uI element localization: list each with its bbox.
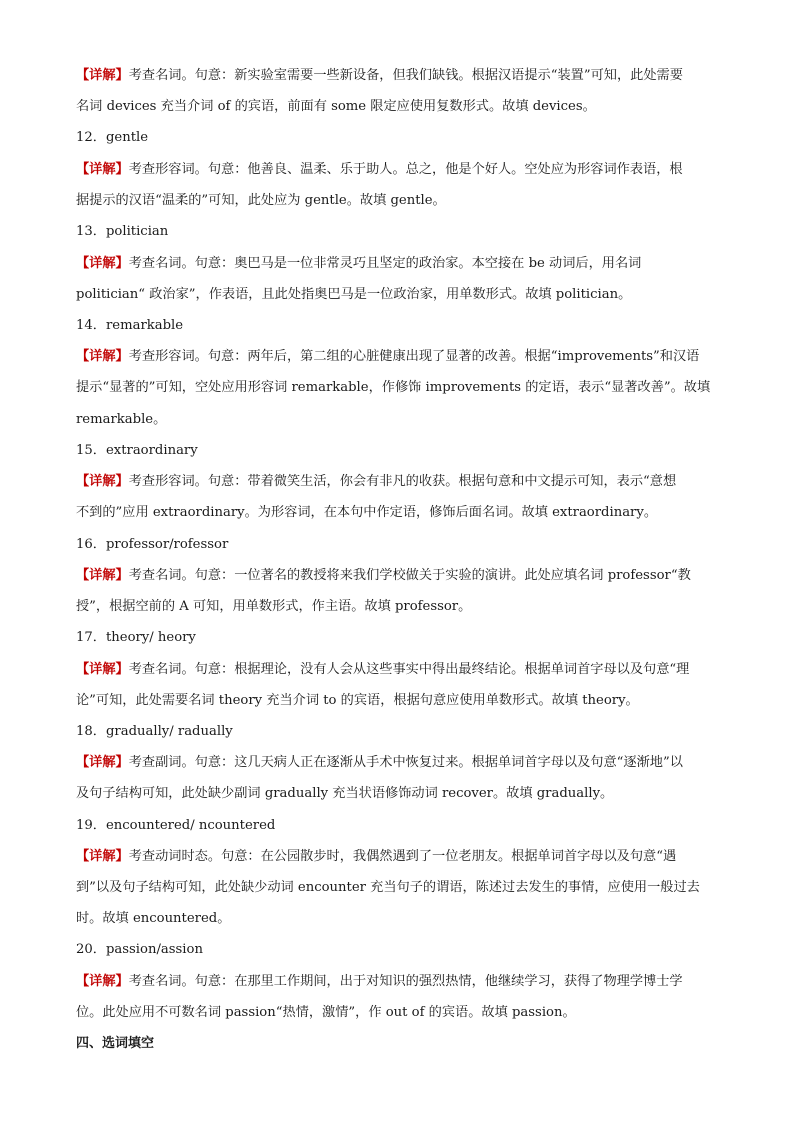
answer-line-20: 20．passion/assion xyxy=(76,942,203,957)
detail-tag: 【详解】 xyxy=(76,974,129,989)
explanation-line: 时。故填 encountered。 xyxy=(76,911,231,926)
detail-tag: 【详解】 xyxy=(76,256,129,271)
explanation-line: 论”可知，此处需要名词 theory 充当介词 to 的宾语，根据句意应使用单数形式。故填 theory。 xyxy=(76,693,639,708)
explanation-line: 到”以及句子结构可知，此处缺少动词 encounter 充当句子的谓语，陈述过去发生的事情，应使用一般过去 xyxy=(76,880,700,895)
detail-tag: 【详解】 xyxy=(76,755,129,770)
explanation-line: 【详解】考查名词。句意：一位著名的教授将来我们学校做关于实验的演讲。此处应填名词 professor“教 xyxy=(76,568,691,583)
explanation-line: 【详解】考查形容词。句意：两年后，第二组的心脏健康出现了显著的改善。根据“improvements”和汉语 xyxy=(76,349,700,364)
answer-line-15: 15．extraordinary xyxy=(76,443,198,458)
section-heading: 四、选词填空 xyxy=(76,1036,155,1051)
answer-line-16: 16．professor/rofessor xyxy=(76,537,229,552)
explanation-line: 提示“显著的”可知，空处应用形容词 remarkable，作修饰 improvements 的定语，表示“显著改善”。故填 xyxy=(76,380,711,395)
detail-tag: 【详解】 xyxy=(76,662,129,677)
explanation-line: politician“ 政治家”，作表语，且此处指奥巴马是一位政治家，用单数形式。故填 politician。 xyxy=(76,287,632,302)
detail-tag: 【详解】 xyxy=(76,849,129,864)
answer-line-13: 13．politician xyxy=(76,224,169,239)
detail-tag: 【详解】 xyxy=(76,68,129,83)
explanation-line: 位。此处应用不可数名词 passion“热情，激情”，作 out of 的宾语。故填 passion。 xyxy=(76,1005,576,1020)
explanation-line: 【详解】考查形容词。句意：带着微笑生活，你会有非凡的收获。根据句意和中文提示可知，表示“意想 xyxy=(76,474,677,489)
explanation-line: 据提示的汉语“温柔的”可知，此处应为 gentle。故填 gentle。 xyxy=(76,193,446,208)
explanation-line: 【详解】考查名词。句意：新实验室需要一些新设备，但我们缺钱。根据汉语提示“装置”可知，此处需要 xyxy=(76,68,683,83)
explanation-line: 【详解】考查名词。句意：根据理论，没有人会从这些事实中得出最终结论。根据单词首字母以及句意“理 xyxy=(76,662,690,677)
answer-line-14: 14．remarkable xyxy=(76,318,184,333)
answer-line-12: 12．gentle xyxy=(76,130,149,145)
detail-tag: 【详解】 xyxy=(76,162,129,177)
explanation-line: 【详解】考查名词。句意：在那里工作期间，出于对知识的强烈热情，他继续学习，获得了物理学博士学 xyxy=(76,974,683,989)
explanation-line: 【详解】考查名词。句意：奥巴马是一位非常灵巧且坚定的政治家。本空接在 be 动词后，用名词 xyxy=(76,256,642,271)
explanation-line: 名词 devices 充当介词 of 的宾语，前面有 some 限定应使用复数形式。故填 devices。 xyxy=(76,99,596,114)
answer-line-18: 18．gradually/ radually xyxy=(76,724,233,739)
detail-tag: 【详解】 xyxy=(76,349,129,364)
detail-tag: 【详解】 xyxy=(76,568,129,583)
explanation-line: 授”，根据空前的 A 可知，用单数形式，作主语。故填 professor。 xyxy=(76,599,472,614)
explanation-line: 【详解】考查形容词。句意：他善良、温柔、乐于助人。总之，他是个好人。空处应为形容词作表语，根 xyxy=(76,162,683,177)
explanation-line: remarkable。 xyxy=(76,412,167,427)
explanation-line: 及句子结构可知，此处缺少副词 gradually 充当状语修饰动词 recover。故填 gradually。 xyxy=(76,786,614,801)
explanation-line: 【详解】考查副词。句意：这几天病人正在逐渐从手术中恢复过来。根据单词首字母以及句意“逐渐地”以 xyxy=(76,755,683,770)
answer-line-17: 17．theory/ heory xyxy=(76,630,196,645)
answer-line-19: 19．encountered/ ncountered xyxy=(76,818,276,833)
explanation-line: 不到的”应用 extraordinary。为形容词，在本句中作定语，修饰后面名词。故填 extraordinary。 xyxy=(76,505,658,520)
detail-tag: 【详解】 xyxy=(76,474,129,489)
explanation-line: 【详解】考查动词时态。句意：在公园散步时，我偶然遇到了一位老朋友。根据单词首字母以及句意“遇 xyxy=(76,849,677,864)
